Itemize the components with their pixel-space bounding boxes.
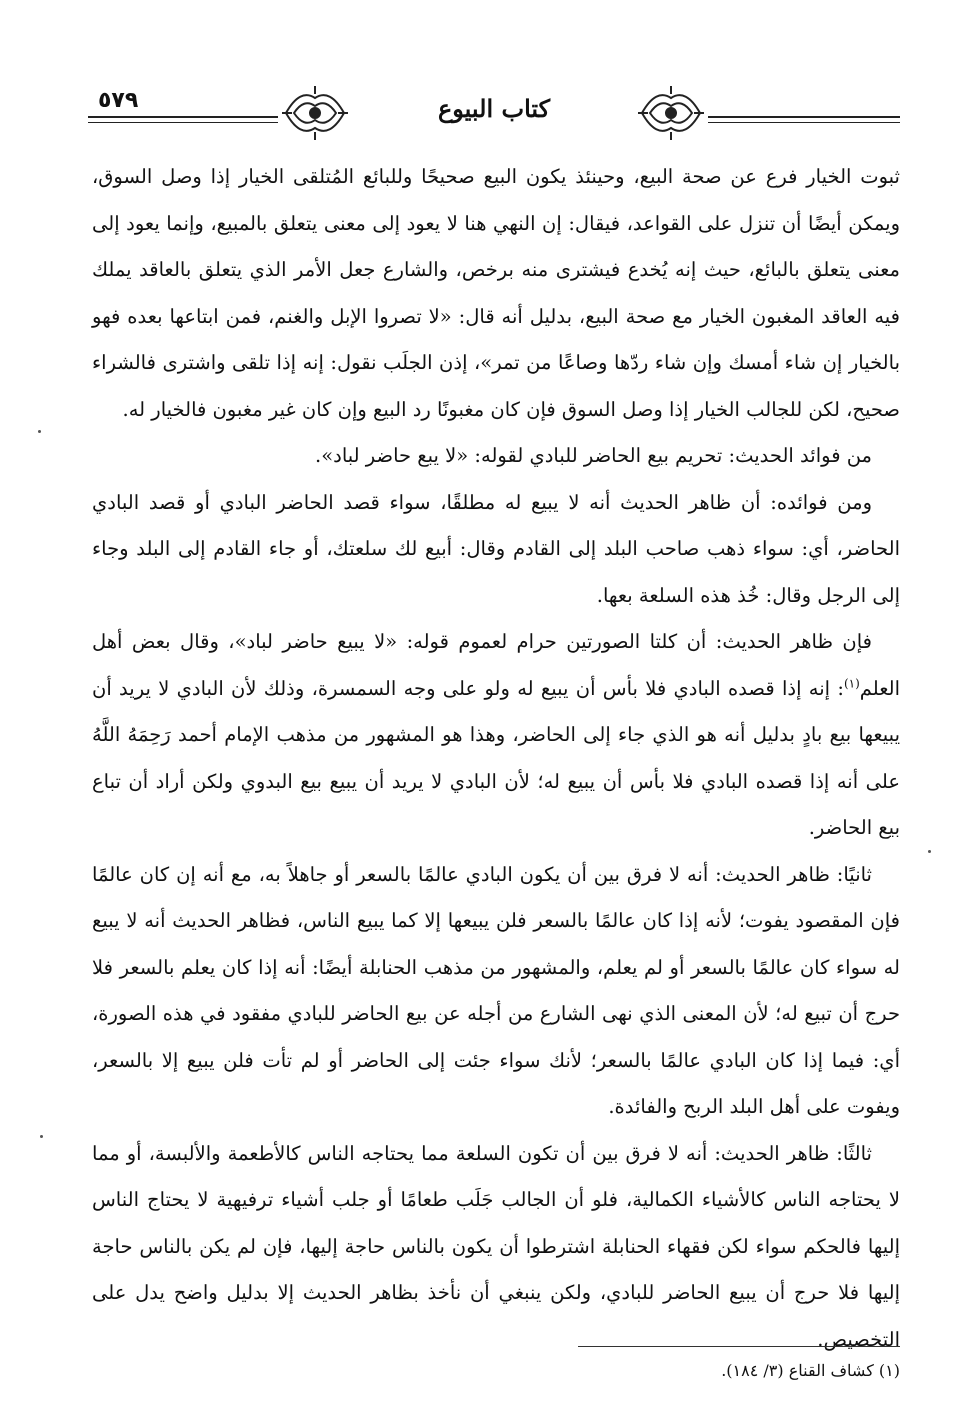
paragraph-4-text-a: فإن ظاهر الحديث: أن كلتا الصورتين حرام لعموم قوله: «لا يبيع حاضر لباد»، وقال بعض أهل العلم [92, 630, 900, 700]
paragraph-4-text-b: : إنه إذا قصده البادي فلا بأس أن يبيع له ولو على وجه السمسرة، وذلك لأن البادي لا يريد أن يبيعها بيع بادٍ بدليل أنه هو الذي جاء إلى الحاضر، وهذا هو المشهور من مذهب الإمام أحمد رَحِمَهُ اللَّهُ على أنه إذا قصده البادي فلا بأس أن يبيع له؛ لأن البادي لا يريد أن يبيع بيع البدوي ولكن أراد أن تباع بيع الحاضر. [92, 676, 900, 839]
paragraph-2: من فوائد الحديث: تحريم بيع الحاضر للبادي لقوله: «لا يبع حاضر لباد». [315, 444, 872, 467]
scan-speck [38, 430, 41, 433]
paragraph-4 [92, 619, 900, 852]
page-number: ٥٧٩ [98, 88, 139, 113]
scan-speck [40, 1135, 43, 1138]
header-rule-left-thin [88, 122, 278, 123]
paragraph-5: ثانيًا: ظاهر الحديث: أنه لا فرق بين أن يكون البادي عالمًا بالسعر أو جاهلاً به، مع أنه إن كان عالمًا فإن المقصود يفوت؛ لأنه إذا كان عالمًا بالسعر فلن يبيعها إلا كما يبيع الناس، فظاهر الحديث أنه لا يبيع له سواء كان عالمًا بالسعر أو لم يعلم، والمشهور من مذهب الحنابلة أيضًا: أنه إذا كان يعلم بالسعر فلا حرج أن تبيع له؛ لأن المعنى الذي نهى الشارع من أجله عن بيع الحاضر للبادي مفقود في هذه الصورة، أي: فيما إذا كان البادي عالمًا بالسعر؛ لأنك سواء جئت إلى الحاضر أو لم تأت فلن يبيع إلا بالسعر، ويفوت على أهل البلد الربح والفائدة. [92, 862, 900, 1118]
paragraph-6: ثالثًا: ظاهر الحديث: أنه لا فرق بين أن تكون السلعة مما يحتاجه الناس كالأطعمة والألبسة، أو مما لا يحتاجه الناس كالأشياء الكمالية، فلو أن الجالب جَلَب طعامًا أو جلب أشياء ترفيهية لا يحتاج الناس إليها فالحكم سواء لكن فقهاء الحنابلة اشترطوا أن يكون بالناس حاجة إليها، فإن لم يكن بالناس حاجة إليها فلا حرج أن يبيع الحاضر للبادي، ولكن ينبغي أن نأخذ بظاهر الحديث إلا بدليل واضح يدل على التخصيص. [92, 1141, 900, 1351]
header-rule-right-thin [708, 122, 900, 123]
paragraph-1: ثبوت الخيار فرع عن صحة البيع، وحينئذ يكون البيع صحيحًا وللبائع المُتلقى الخيار إذا وصل السوق، ويمكن أيضًا أن تنزل على القواعد، فيقال: إن النهي هنا لا يعود إلى معنى يتعلق بالمبيع، وإنما يعود إلى معنى يتعلق بالبائع، حيث إنه يُخدع فيشترى منه برخص، والشارع جعل الأمر الذي يتعلق بالعاقد يملك فيه العاقد المغبون الخيار مع صحة البيع، بدليل أنه قال: «لا تصروا الإبل والغنم، فمن ابتاعها بعده فهو بالخيار إن شاء أمسك وإن شاء ردّها وصاعًا من تمر»، إذن الجلَب نقول: إنه إذا تلقى واشترى فالشراء صحيح، لكن للجالب الخيار إذا وصل السوق فإن كان مغبونًا رد البيع وإن كان غير مغبون فالخيار له. [92, 165, 900, 421]
footnote-separator [578, 1346, 900, 1347]
ornament-left-icon [280, 84, 350, 142]
ornament-right-icon [636, 84, 706, 142]
page-body [92, 154, 900, 1363]
page-header [88, 78, 900, 150]
scan-speck [928, 850, 931, 853]
header-title: كتاب البيوع [437, 94, 551, 123]
header-rule-left [88, 116, 278, 118]
paragraph-3: ومن فوائده: أن ظاهر الحديث أنه لا يبيع له مطلقًا، سواء قصد الحاضر البادي أو قصد البادي الحاضر، أي: سواء ذهب صاحب البلد إلى القادم وقال: أبيع لك سلعتك، أو جاء القادم إلى البلد وجاء إلى الرجل وقال: خُذ هذه السلعة بعها. [92, 490, 900, 607]
header-rule-right [708, 116, 900, 118]
footnote: (١) كشاف القناع (٣/ ١٨٤). [721, 1361, 900, 1380]
footnote-reference[interactable]: (١) [843, 676, 860, 690]
